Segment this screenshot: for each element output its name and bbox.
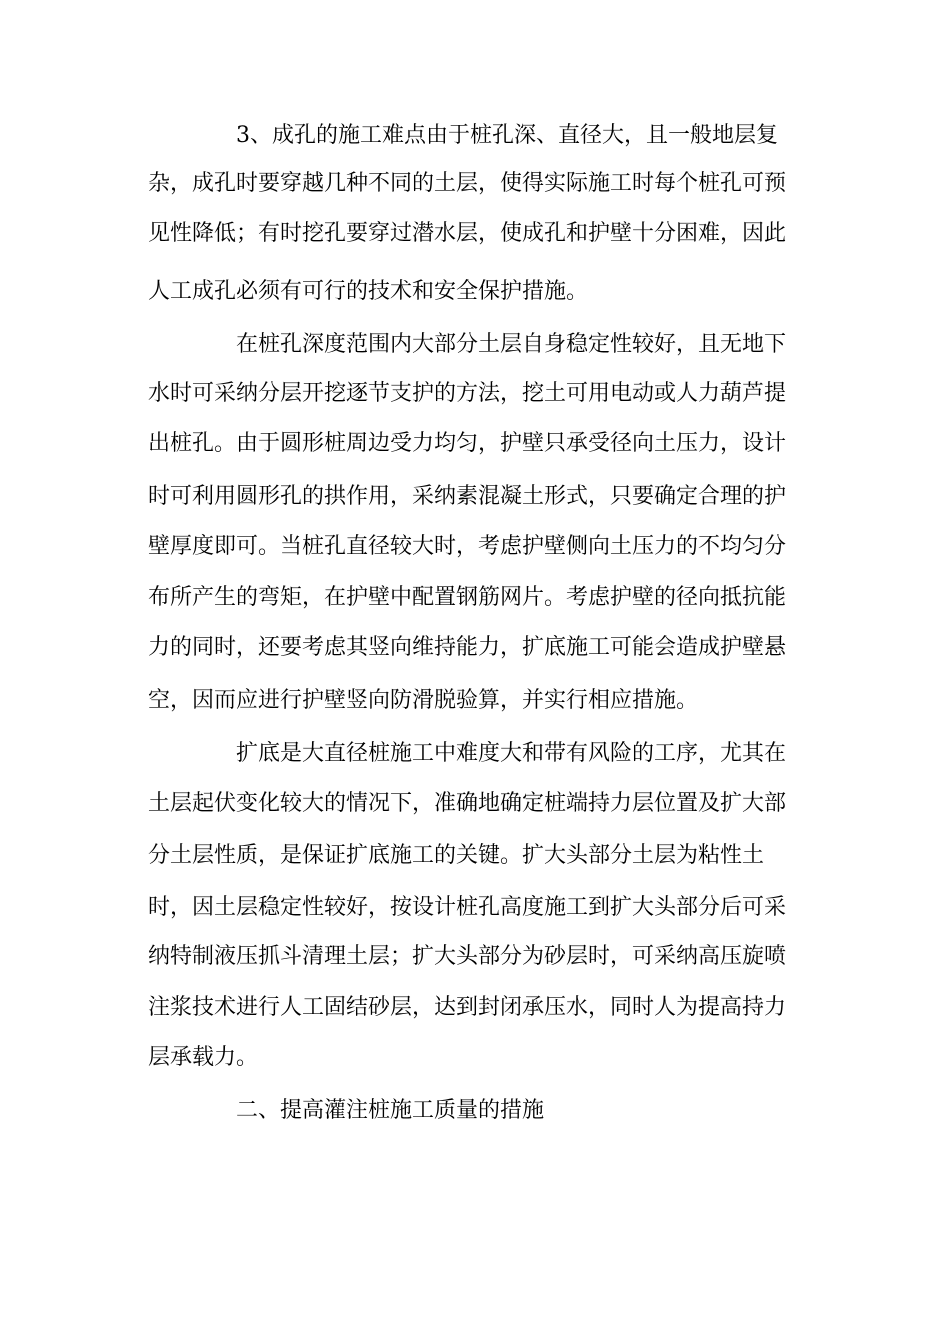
paragraph-2-line-7: 力的同时，还要考虑其竖向维持能力，扩底施工可能会造成护壁悬 [148, 635, 787, 660]
paragraph-1-line-1: 3、成孔的施工难点由于桩孔深、直径大，且一般地层复 [236, 123, 778, 148]
paragraph-2-line-8: 空，因而应进行护壁竖向防滑脱验算，并实行相应措施。 [148, 688, 699, 713]
paragraph-3-line-7: 层承载力。 [148, 1045, 259, 1070]
paragraph-1-line-3: 见性降低；有时挖孔要穿过潜水层，使成孔和护壁十分困难，因此 [148, 221, 787, 246]
paragraph-3-line-4: 时，因土层稳定性较好，按设计桩孔高度施工到扩大头部分后可采 [148, 895, 787, 920]
paragraph-3-line-5: 纳特制液压抓斗清理土层；扩大头部分为砂层时，可采纳高压旋喷 [148, 944, 787, 969]
paragraph-2-line-1: 在桩孔深度范围内大部分土层自身稳定性较好，且无地下 [236, 332, 787, 357]
paragraph-2-line-6: 布所产生的弯矩，在护壁中配置钢筋网片。考虑护壁的径向抵抗能 [148, 585, 787, 610]
paragraph-2-line-3: 出桩孔。由于圆形桩周边受力均匀，护壁只承受径向土压力，设计 [148, 431, 787, 456]
section-heading: 二、提高灌注桩施工质量的措施 [236, 1098, 545, 1123]
paragraph-1-line-2: 杂，成孔时要穿越几种不同的土层，使得实际施工时每个桩孔可预 [148, 171, 787, 196]
paragraph-3-line-1: 扩底是大直径桩施工中难度大和带有风险的工序，尤其在 [236, 741, 787, 766]
paragraph-1-line-4: 人工成孔必须有可行的技术和安全保护措施。 [148, 279, 589, 304]
paragraph-2-line-5: 壁厚度即可。当桩孔直径较大时，考虑护壁侧向土压力的不均匀分 [148, 534, 787, 559]
paragraph-3-line-2: 土层起伏变化较大的情况下，准确地确定桩端持力层位置及扩大部 [148, 791, 787, 816]
paragraph-2-line-4: 时可利用圆形孔的拱作用，采纳素混凝土形式，只要确定合理的护 [148, 484, 787, 509]
paragraph-3-line-6: 注浆技术进行人工固结砂层，达到封闭承压水，同时人为提高持力 [148, 995, 787, 1020]
paragraph-2-line-2: 水时可采纳分层开挖逐节支护的方法，挖土可用电动或人力葫芦提 [148, 381, 787, 406]
paragraph-3-line-3: 分土层性质，是保证扩底施工的关键。扩大头部分土层为粘性土 [148, 843, 765, 868]
